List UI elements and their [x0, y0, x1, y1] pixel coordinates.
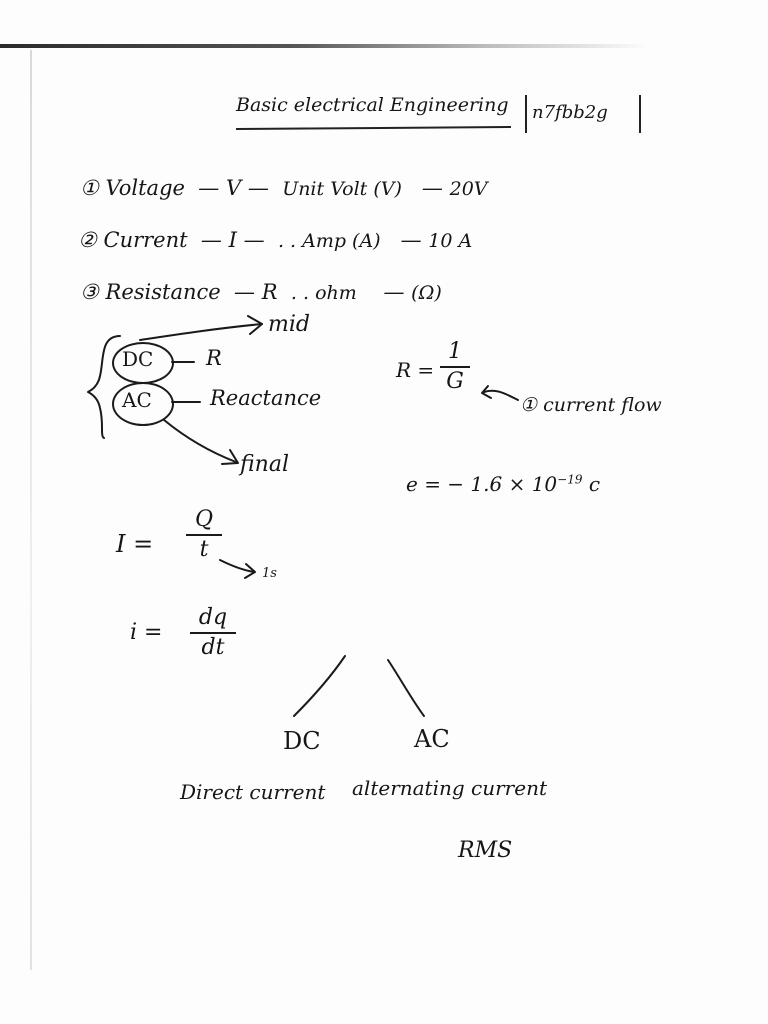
- charge-base: e = − 1.6 × 10: [406, 472, 558, 496]
- conductance-num: 1: [448, 339, 462, 364]
- instant-formula-den: dt: [201, 635, 225, 660]
- quantity-name: Voltage: [105, 176, 185, 200]
- branch-ac-label: AC: [122, 388, 152, 412]
- branch-dc-value: R: [206, 346, 222, 370]
- tree-left-line: [294, 656, 345, 716]
- current-flow-note: ① current flow: [520, 394, 662, 416]
- charge-exponent: −19: [557, 472, 583, 487]
- conductance-fraction: [440, 340, 470, 394]
- quantity-symbol: I: [228, 228, 237, 252]
- current-formula-den: t: [199, 537, 209, 562]
- quantity-symbol: V: [225, 176, 242, 200]
- quantity-name: Resistance: [105, 280, 221, 304]
- charge-unit: c: [588, 472, 601, 496]
- type-ac-full: alternating current: [352, 776, 547, 800]
- quantity-symbol: R: [261, 280, 278, 304]
- quantity-example: 10 A: [428, 230, 473, 252]
- curly-brace: [88, 336, 120, 438]
- instant-formula-num: dq: [198, 605, 228, 630]
- quantity-name: Current: [103, 228, 188, 252]
- arrow-current-flow: [484, 391, 518, 400]
- branch-dc-label: DC: [122, 347, 154, 371]
- conductance-den: G: [446, 369, 464, 394]
- quantity-unit: Unit Volt (V): [282, 178, 402, 200]
- tree-right-line: [388, 660, 424, 716]
- current-formula-lhs: I =: [116, 530, 154, 558]
- instant-formula-fraction: [190, 606, 236, 660]
- current-formula-note: 1s: [262, 566, 277, 581]
- branch-bottom-label: final: [240, 452, 289, 477]
- type-rms: RMS: [458, 838, 513, 863]
- quantity-example: (Ω): [411, 282, 442, 304]
- quantity-row-resistance: ③ Resistance — R . . ohm — (Ω): [80, 280, 442, 304]
- arrow-to-mid: [140, 324, 262, 340]
- type-dc: DC: [283, 727, 321, 755]
- quantity-index: ②: [78, 228, 97, 252]
- type-dc-full: Direct current: [180, 780, 326, 804]
- branch-top-label: mid: [268, 312, 310, 337]
- quantity-example: 20V: [449, 178, 488, 200]
- current-formula-fraction: [186, 508, 222, 562]
- quantity-unit: . . ohm: [290, 282, 357, 304]
- arrow-to-final: [164, 420, 236, 462]
- quantity-index: ③: [80, 280, 99, 304]
- quantity-index: ①: [80, 176, 99, 200]
- conductance-lhs: R =: [396, 358, 435, 382]
- quantity-row-voltage: ① Voltage — V — Unit Volt (V) — 20V: [80, 176, 488, 200]
- quantity-row-current: ② Current — I — . . Amp (A) — 10 A: [78, 228, 473, 252]
- page-title: Basic electrical Engineering: [236, 94, 509, 116]
- current-formula-num: Q: [194, 507, 214, 532]
- quantity-unit: . . Amp (A): [277, 230, 381, 252]
- branch-ac-value: Reactance: [210, 386, 322, 410]
- charge-equation: [406, 472, 600, 496]
- type-ac: AC: [414, 725, 450, 753]
- page-code: n7fbb2g: [532, 102, 608, 123]
- instant-formula-lhs: i =: [130, 620, 163, 645]
